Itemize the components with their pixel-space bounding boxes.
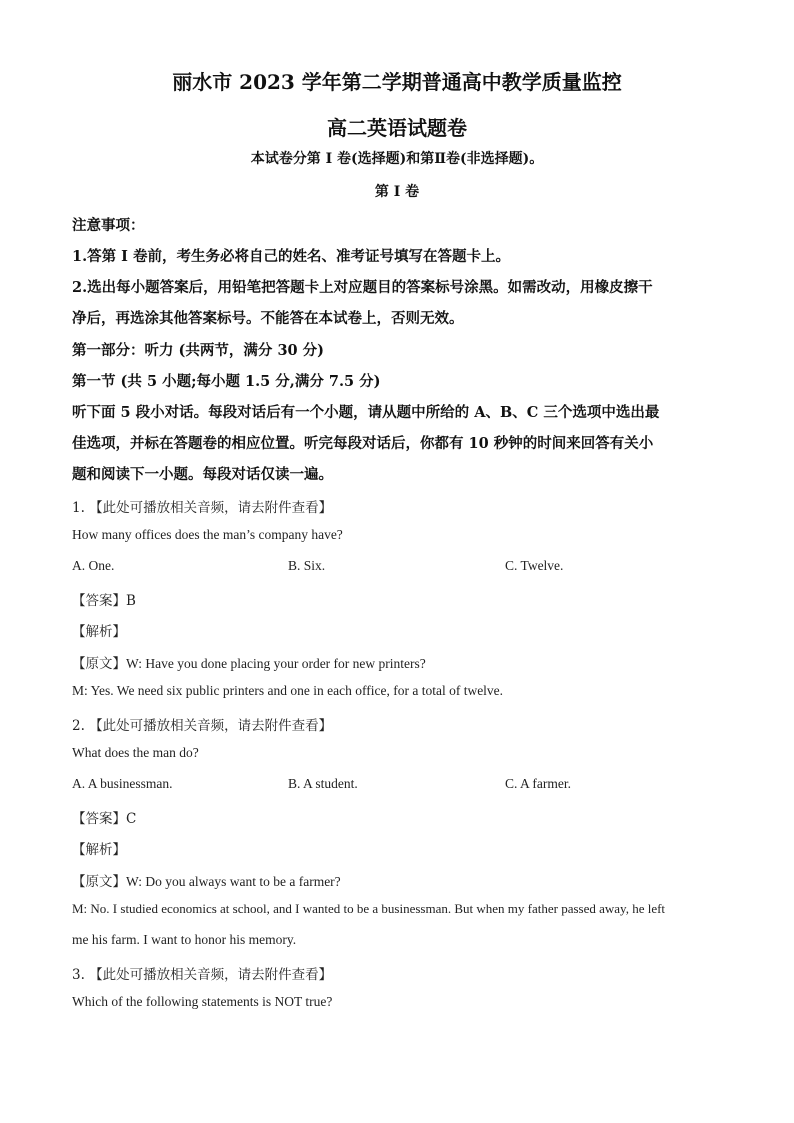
- question-2-script-2: M: No. I studied economics at school, and I wanted to be a businessman. But when my father passed away, he left: [72, 901, 666, 916]
- question-2-script-3: me his farm. I want to honor his memory.: [72, 932, 297, 947]
- notice-heading: 注意事项：: [72, 217, 145, 234]
- question-2-option-a: A. A businessman.: [72, 776, 173, 791]
- question-1-option-c: C. Twelve.: [505, 558, 564, 573]
- question-1-answer: 【答案】B: [72, 593, 136, 609]
- question-2-script-1: 【原文】W: Do you always want to be a farmer?: [72, 874, 341, 889]
- notice-item-1: 1.答第 I 卷前，考生务必将自己的姓名、准考证号填写在答题卡上。: [72, 248, 511, 265]
- notice-item-2-line-1: 2.选出每小题答案后，用铅笔把答题卡上对应题目的答案标号涂黑。如需改动，用橡皮擦干: [72, 279, 653, 296]
- question-3-stem: Which of the following statements is NOT true?: [72, 994, 333, 1009]
- part-label: 第 I 卷: [374, 184, 420, 200]
- section-one-heading: 第一节 (共 5 小题;每小题 1.5 分,满分 7.5 分): [72, 373, 381, 390]
- question-1-script-1: 【原文】W: Have you done placing your order for new printers?: [72, 656, 426, 671]
- question-2-option-b: B. A student.: [288, 776, 358, 791]
- question-1-script-2: M: Yes. We need six public printers and one in each office, for a total of twelve.: [72, 683, 504, 698]
- question-1-option-a: A. One.: [72, 558, 115, 573]
- question-2-option-c: C. A farmer.: [505, 776, 571, 791]
- question-1-option-b: B. Six.: [288, 558, 326, 573]
- question-2-answer: 【答案】C: [72, 811, 137, 827]
- paper-note: 本试卷分第 I 卷(选择题)和第Ⅱ卷(非选择题)。: [250, 151, 544, 167]
- question-1-stem: How many offices does the man’s company have?: [72, 527, 343, 542]
- instruction-line-1: 听下面 5 段小对话。每段对话后有一个小题，请从题中所给的 A、B、C 三个选项中选出最: [72, 404, 660, 421]
- document-subtitle: 高二英语试题卷: [327, 116, 467, 140]
- part-one-heading: 第一部分：听力 (共两节，满分 30 分): [72, 342, 325, 359]
- question-2-head: 2. 【此处可播放相关音频，请去附件查看】: [72, 718, 333, 734]
- question-3-head: 3. 【此处可播放相关音频，请去附件查看】: [72, 967, 333, 983]
- question-1-head: 1. 【此处可播放相关音频，请去附件查看】: [72, 500, 333, 516]
- instruction-line-3: 题和阅读下一小题。每段对话仅读一遍。: [72, 466, 333, 483]
- question-2-analysis: 【解析】: [72, 842, 126, 858]
- document-title: 丽水市 2023 学年第二学期普通高中教学质量监控: [172, 70, 622, 94]
- instruction-line-2: 佳选项，并标在答题卷的相应位置。听完每段对话后，你都有 10 秒钟的时间来回答有关小: [72, 435, 654, 452]
- question-1-analysis: 【解析】: [72, 624, 126, 640]
- question-2-stem: What does the man do?: [72, 745, 199, 760]
- notice-item-2-line-2: 净后，再选涂其他答案标号。不能答在本试卷上，否则无效。: [72, 310, 464, 327]
